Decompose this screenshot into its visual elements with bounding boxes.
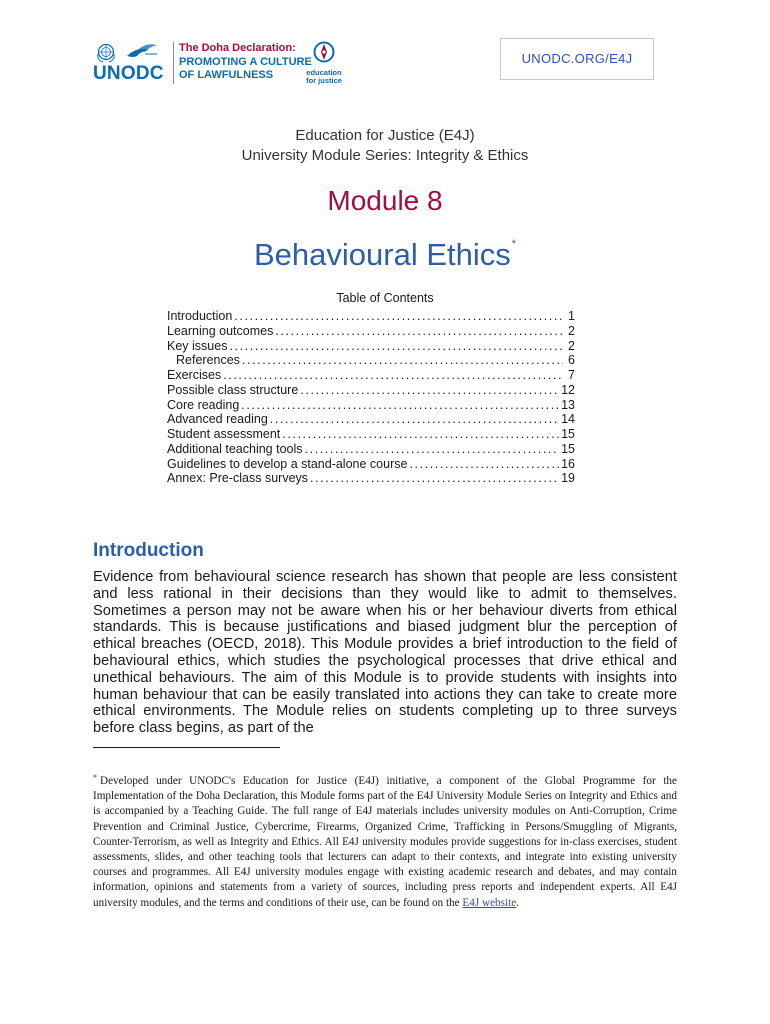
toc-entry-title: Student assessment xyxy=(167,427,281,441)
e4j-logo-line1: education xyxy=(306,68,342,77)
series-title-line1: Education for Justice (E4J) xyxy=(295,127,475,144)
toc-leader xyxy=(409,457,559,472)
toc-entry-core-reading[interactable] xyxy=(167,398,575,413)
toc-entry-possible-class-structure[interactable] xyxy=(167,383,575,398)
toc-entry-page: 14 xyxy=(561,412,575,427)
toc-leader xyxy=(275,324,563,339)
toc-entry-title: Advanced reading xyxy=(167,412,268,427)
toc-leader xyxy=(282,427,559,442)
toc-entry-key-issues[interactable] xyxy=(167,339,575,354)
toc-entry-title: Additional teaching tools xyxy=(167,441,303,456)
toc-entry-page: 15 xyxy=(561,441,575,456)
toc-leader xyxy=(300,383,559,398)
un-emblem-icon xyxy=(95,42,117,64)
footnote-marker: * xyxy=(93,773,97,782)
doha-declaration-logo xyxy=(173,42,312,84)
doha-logo-line2: PROMOTING A CULTURE xyxy=(179,55,312,68)
toc-entry-title: References xyxy=(176,353,240,368)
toc-entry-page: 7 xyxy=(568,368,575,382)
toc-entry-guidelines[interactable] xyxy=(167,457,575,472)
series-title-line2: University Module Series: Integrity & Ethics xyxy=(241,147,529,164)
toc-entry-advanced-reading[interactable] xyxy=(167,412,575,427)
toc-entry-title: Exercises xyxy=(167,368,222,382)
module-title xyxy=(0,224,770,275)
footnote-reference[interactable]: * xyxy=(511,238,517,250)
toc-entry-exercises[interactable] xyxy=(167,368,575,383)
toc-entry-page: 15 xyxy=(561,427,575,441)
toc-entry-page: 1 xyxy=(568,309,575,323)
module-number: Module 8 xyxy=(327,185,443,216)
toc-entry-student-assessment[interactable] xyxy=(167,427,575,442)
toc-entry-references[interactable] xyxy=(167,353,575,368)
footnote xyxy=(93,770,677,911)
toc-leader xyxy=(223,368,563,383)
e4j-website-link[interactable]: E4J website xyxy=(462,896,517,909)
unodc-url-link[interactable]: UNODC.ORG/E4J xyxy=(500,38,654,80)
module-title-text: Behavioural Ethics xyxy=(253,237,511,272)
toc-entry-title: Core reading xyxy=(167,397,240,412)
toc-entry-page: 16 xyxy=(561,456,575,471)
toc-entry-title: Learning outcomes xyxy=(167,323,274,338)
toc-entry-page: 2 xyxy=(568,323,575,338)
doha-logo-line3: OF LAWFULNESS xyxy=(179,69,274,81)
toc-entry-title: Possible class structure xyxy=(167,382,299,397)
toc-entry-learning-outcomes[interactable] xyxy=(167,324,575,339)
toc-entry-introduction[interactable] xyxy=(167,309,575,324)
toc-entry-title: Guidelines to develop a stand-alone course xyxy=(167,456,408,471)
toc-heading: Table of Contents xyxy=(336,291,434,305)
footnote-end: . xyxy=(516,896,519,909)
toc-leader xyxy=(305,442,560,457)
toc-leader xyxy=(234,309,563,324)
unodc-wordmark: UNODC xyxy=(93,63,164,84)
toc-entry-title: Key issues xyxy=(167,338,228,353)
compass-icon xyxy=(312,40,336,64)
toc-leader xyxy=(241,398,559,413)
footnote-text: Developed under UNODC's Education for Justice (E4J) initiative, a component of the Global Programme for the Implementation of the Doha Declaration, this Module forms part of the E4J University Module Series on Integrity and Ethics and is accompanied by a Teaching Guide. The full range of E4J materials includes university modules on Anti-Corruption, Crime Prevention and Criminal Justice, Cybercrime, Firearms, Organized Crime, Trafficking in Persons/Smuggling of Migrants, Counter-Terrorism, as well as Integrity and Ethics. All E4J university modules provide suggestions for in-class exercises, student assessments, slides, and other teaching tools that lecturers can adapt to their contexts, and integrate into existing university courses and programmes. All E4J university modules engage with existing academic research and debates, and may contain information, opinions and statements from a variety of sources, including press reports and independent experts. All E4J university modules, and the terms and conditions of their use, can be found on the xyxy=(93,775,677,909)
toc-leader xyxy=(242,353,563,368)
toc-entry-additional-teaching-tools[interactable] xyxy=(167,442,575,457)
footnote-divider xyxy=(93,747,280,748)
toc-leader xyxy=(310,471,559,486)
toc-entry-title: Annex: Pre-class surveys xyxy=(167,471,309,486)
toc-entry-page: 13 xyxy=(561,397,575,412)
dove-icon xyxy=(123,42,161,64)
toc-leader xyxy=(270,412,559,427)
toc-entry-page: 12 xyxy=(561,382,575,397)
toc-entry-page: 6 xyxy=(568,353,575,368)
introduction-paragraph: Evidence from behavioural science research has shown that people are less consistent and less rational in their decisions than they would like to admit to themselves. Sometimes a person may not be aware when his or her behaviour diverts from ethical standards. This is because justifications and biased judgment blur the perception of ethical breaches (OECD, 2018). This Module provides a brief introduction to the field of behavioural ethics, which studies the psychological processes that drive ethical and unethical behaviours. The aim of this Module is to provide students with insights into human behaviour that can be easily translated into actions they can take to create more ethical environments. The Module relies on students completing up to three surveys before class begins, as part of the xyxy=(93,569,677,737)
e4j-logo xyxy=(304,40,344,86)
e4j-logo-line2: for justice xyxy=(306,76,342,85)
toc-entry-annex[interactable] xyxy=(167,471,575,486)
unodc-logo xyxy=(93,42,173,84)
toc-entry-page: 19 xyxy=(561,471,575,486)
table-of-contents xyxy=(167,309,575,486)
toc-leader xyxy=(229,339,563,354)
doha-logo-line1: The Doha Declaration: xyxy=(179,42,296,54)
toc-entry-title: Introduction xyxy=(167,309,233,323)
introduction-heading: Introduction xyxy=(93,540,204,561)
toc-entry-page: 2 xyxy=(568,338,575,353)
